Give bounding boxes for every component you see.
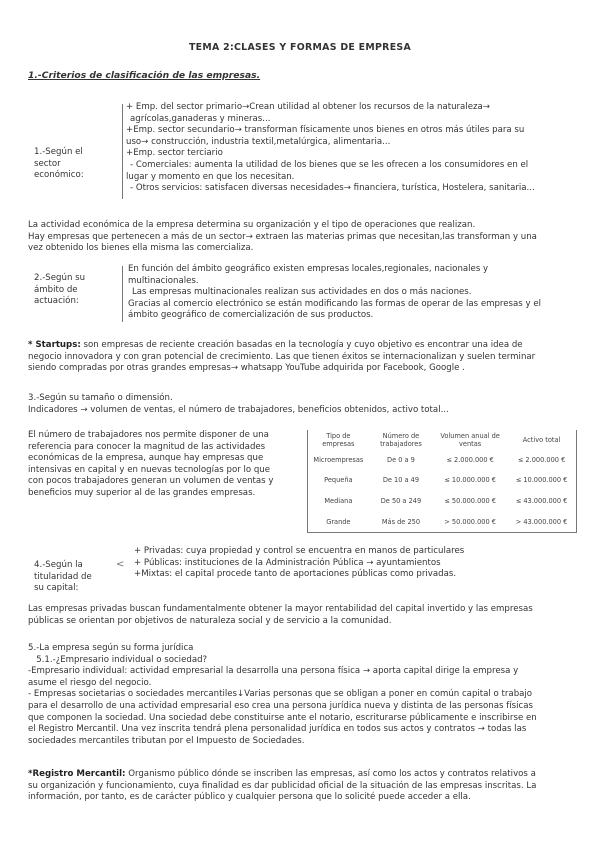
table-cell: Mediana xyxy=(324,497,353,505)
paragraph-line: Las empresas privadas buscan fundamentalmente obtener la mayor rentabilidad del capital invertido y las empresas xyxy=(28,604,533,614)
titularidad-label xyxy=(34,560,92,595)
titularidad-line: + Públicas: instituciones de la Administración Pública → ayuntamientos xyxy=(134,557,441,568)
ambito-brace xyxy=(122,266,123,322)
ambito-line: multinacionales. xyxy=(128,275,199,286)
table-header: Activo total xyxy=(522,436,561,444)
paragraph-line: económicas de la empresa, aunque hay empresas que xyxy=(28,453,264,464)
table-cell: ≤ 43.000.000 € xyxy=(515,497,568,505)
table-row xyxy=(308,470,576,490)
table-header: Número de trabajadores xyxy=(380,432,422,448)
paragraph-line: para el desarrollo de una actividad empresarial eso crea una persona jurídica nueva y distinta de las personas físicas xyxy=(28,700,533,711)
ambito-line: Gracias al comercio electrónico se están modificando las formas de operar de las empresas y el xyxy=(128,298,542,309)
paragraph-line: sociedades mercantiles tributan por el Impuesto de Sociedades. xyxy=(28,735,305,746)
size-table-frame xyxy=(307,430,577,533)
titularidad-list xyxy=(134,546,464,581)
titularidad-line: + Privadas: cuya propiedad y control se encuentra en manos de particulares xyxy=(134,546,465,556)
registro-paragraph xyxy=(28,769,576,804)
table-cell: ≤ 10.000.000 € xyxy=(515,476,568,484)
table-cell: De 10 a 49 xyxy=(382,476,420,484)
paragraph-line: La actividad económica de la empresa determina su organización y el tipo de operaciones que realizan. xyxy=(28,220,476,230)
paragraph-line: siendo compradas por otras grandes empresas→ whatsapp YouTube adquirida por Facebook, Google . xyxy=(28,363,465,374)
paragraph-line: el Registro Mercantil. Una vez inscrita tendrá plena personalidad jurídica en todos sus actos y contratos → todas las xyxy=(28,724,527,735)
juridica-subheading: 5.1.-¿Empresario individual o sociedad? xyxy=(28,654,208,665)
titularidad-label-line: 4.-Según la xyxy=(34,560,83,570)
table-cell: > 50.000.000 € xyxy=(444,518,496,526)
paragraph-line: beneficios muy superior al de las grandes empresas. xyxy=(28,487,256,498)
paragraph-line: información, por tanto, es de carácter público y cualquier persona que lo solicité puede acceder a ella. xyxy=(28,792,471,803)
table-cell: Más de 250 xyxy=(381,518,421,526)
size-table xyxy=(308,430,576,532)
sector-brace xyxy=(122,104,123,199)
paragraph-line: Hay empresas que pertenecen a más de un sector→ extraen las materias primas que necesitan,las transforman y una xyxy=(28,231,537,242)
sector-line: +Emp. sector secundario→ transforman físicamente unos bienes en otros más útiles para su xyxy=(126,125,525,136)
sector-label-line: 1.-Según el xyxy=(34,147,83,157)
sector-label-line: sector xyxy=(34,158,61,169)
ambito-line: ámbito geográfico de comercialización de sus productos. xyxy=(128,310,374,321)
ambito-line: Las empresas multinacionales realizan sus actividades en dos o más naciones. xyxy=(132,287,472,298)
paragraph-line: Organismo público dónde se inscriben las empresas, así como los actos y contratos relativos a xyxy=(125,769,536,779)
juridica-block xyxy=(28,643,576,747)
table-header-row xyxy=(308,430,576,450)
privadas-paragraph xyxy=(28,604,576,627)
table-row xyxy=(308,450,576,470)
paragraph-line: son empresas de reciente creación basadas en la tecnología y cuyo objetivo es encontrar una idea de xyxy=(80,340,523,350)
startups-keyword: * Startups: xyxy=(28,340,81,350)
table-cell: ≤ 2.000.000 € xyxy=(517,456,566,464)
table-cell: Grande xyxy=(326,518,351,526)
table-cell: De 0 a 9 xyxy=(387,456,415,464)
table-header: Volumen anual de ventas xyxy=(440,432,500,448)
tamano-heading-block xyxy=(28,393,576,416)
tamano-heading: 3.-Según su tamaño o dimensión. xyxy=(28,393,173,403)
ambito-label xyxy=(34,273,85,308)
table-cell: Microempresas xyxy=(313,456,364,464)
sector-line: lugar y momento en que los necesitan. xyxy=(126,171,295,182)
table-row xyxy=(308,512,576,532)
paragraph-line: intensivas en capital y en nuevas tecnologías por lo que xyxy=(28,464,271,475)
paragraph-line: negocio innovadora y con gran potencial de crecimiento. Las que tienen éxitos se internacionalizan y suelen terminar xyxy=(28,351,536,362)
ambito-label-line: 2.-Según su xyxy=(34,273,86,283)
table-cell: > 43.000.000 € xyxy=(515,518,568,526)
paragraph-line: que componen la sociedad. Una sociedad debe constituirse ante el notario, escriturarse públicamente e inscribirse en xyxy=(28,712,537,723)
paragraph-line: referencia para conocer la magnitud de las actividades xyxy=(28,441,266,452)
table-header: Tipo de empresas xyxy=(322,432,355,448)
paragraph-line: asume el riesgo del negocio. xyxy=(28,677,152,688)
paragraph-line: vez obtenido los bienes ella misma las comercializa. xyxy=(28,243,254,254)
ambito-label-line: actuación: xyxy=(34,296,79,307)
activity-paragraph xyxy=(28,220,576,255)
sector-line: uso→ construcción, industria textil,metalúrgica, alimentaria... xyxy=(126,136,391,147)
titularidad-brace: < xyxy=(116,559,125,570)
titularidad-label-line: titularidad de xyxy=(34,571,92,582)
tamano-indicators: Indicadores → volumen de ventas, el número de trabajadores, beneficios obtenidos, activo total... xyxy=(28,404,449,415)
paragraph-line: -Empresario individual: actividad empresarial la desarrolla una persona física → aporta capital dirige la empresa y xyxy=(28,666,519,677)
table-row xyxy=(308,490,576,512)
sector-label xyxy=(34,147,84,182)
section-heading-criterios: 1.-Criterios de clasificación de las empresas. xyxy=(28,70,261,81)
paragraph-line: su organización y funcionamiento, cuya finalidad es dar publicidad oficial de la situación de las empresas inscritas. La xyxy=(28,780,537,791)
sector-line: agrícolas,ganaderas y mineras... xyxy=(130,113,271,124)
titularidad-label-line: su capital: xyxy=(34,583,79,594)
table-cell: ≤ 50.000.000 € xyxy=(444,497,496,505)
page-title: TEMA 2:CLASES Y FORMAS DE EMPRESA xyxy=(188,42,412,53)
startups-paragraph xyxy=(28,340,576,375)
juridica-heading: 5.-La empresa según su forma jurídica xyxy=(28,643,194,653)
tamano-text xyxy=(28,430,318,500)
ambito-line: En función del ámbito geográfico existen empresas locales,regionales, nacionales y xyxy=(128,264,489,274)
table-cell: Pequeña xyxy=(324,476,353,484)
sector-label-line: económico: xyxy=(34,170,84,181)
table-cell: De 50 a 249 xyxy=(380,497,422,505)
paragraph-line: con pocos trabajadores generan un volumen de ventas y xyxy=(28,476,274,487)
paragraph-line: - Empresas societarias o sociedades mercantiles↓Varias personas que se obligan a poner en común capital o trabajo xyxy=(28,689,533,700)
table-cell: ≤ 2.000.000 € xyxy=(446,456,494,464)
sector-list xyxy=(126,102,535,195)
paragraph-line: públicas se orientan por objetivos de naturaleza social y de servicio a la comunidad. xyxy=(28,615,392,626)
registro-keyword: *Registro Mercantil: xyxy=(28,769,126,779)
sector-line: + Emp. del sector primario→Crean utilidad al obtener los recursos de la naturaleza→ xyxy=(126,102,490,112)
table-cell: ≤ 10.000.000 € xyxy=(444,476,496,484)
titularidad-line: +Mixtas: el capital procede tanto de aportaciones públicas como privadas. xyxy=(134,569,457,580)
sector-line: - Comerciales: aumenta la utilidad de los bienes que se les ofrecen a los consumidores en el xyxy=(130,159,529,170)
ambito-list xyxy=(128,264,541,322)
paragraph-line: El número de trabajadores nos permite disponer de una xyxy=(28,430,269,440)
sector-line: - Otros servicios: satisfacen diversas necesidades→ financiera, turística, Hostelera, sanitaria... xyxy=(130,183,535,194)
ambito-label-line: ámbito de xyxy=(34,284,78,295)
sector-line: +Emp. sector terciario xyxy=(126,148,223,159)
